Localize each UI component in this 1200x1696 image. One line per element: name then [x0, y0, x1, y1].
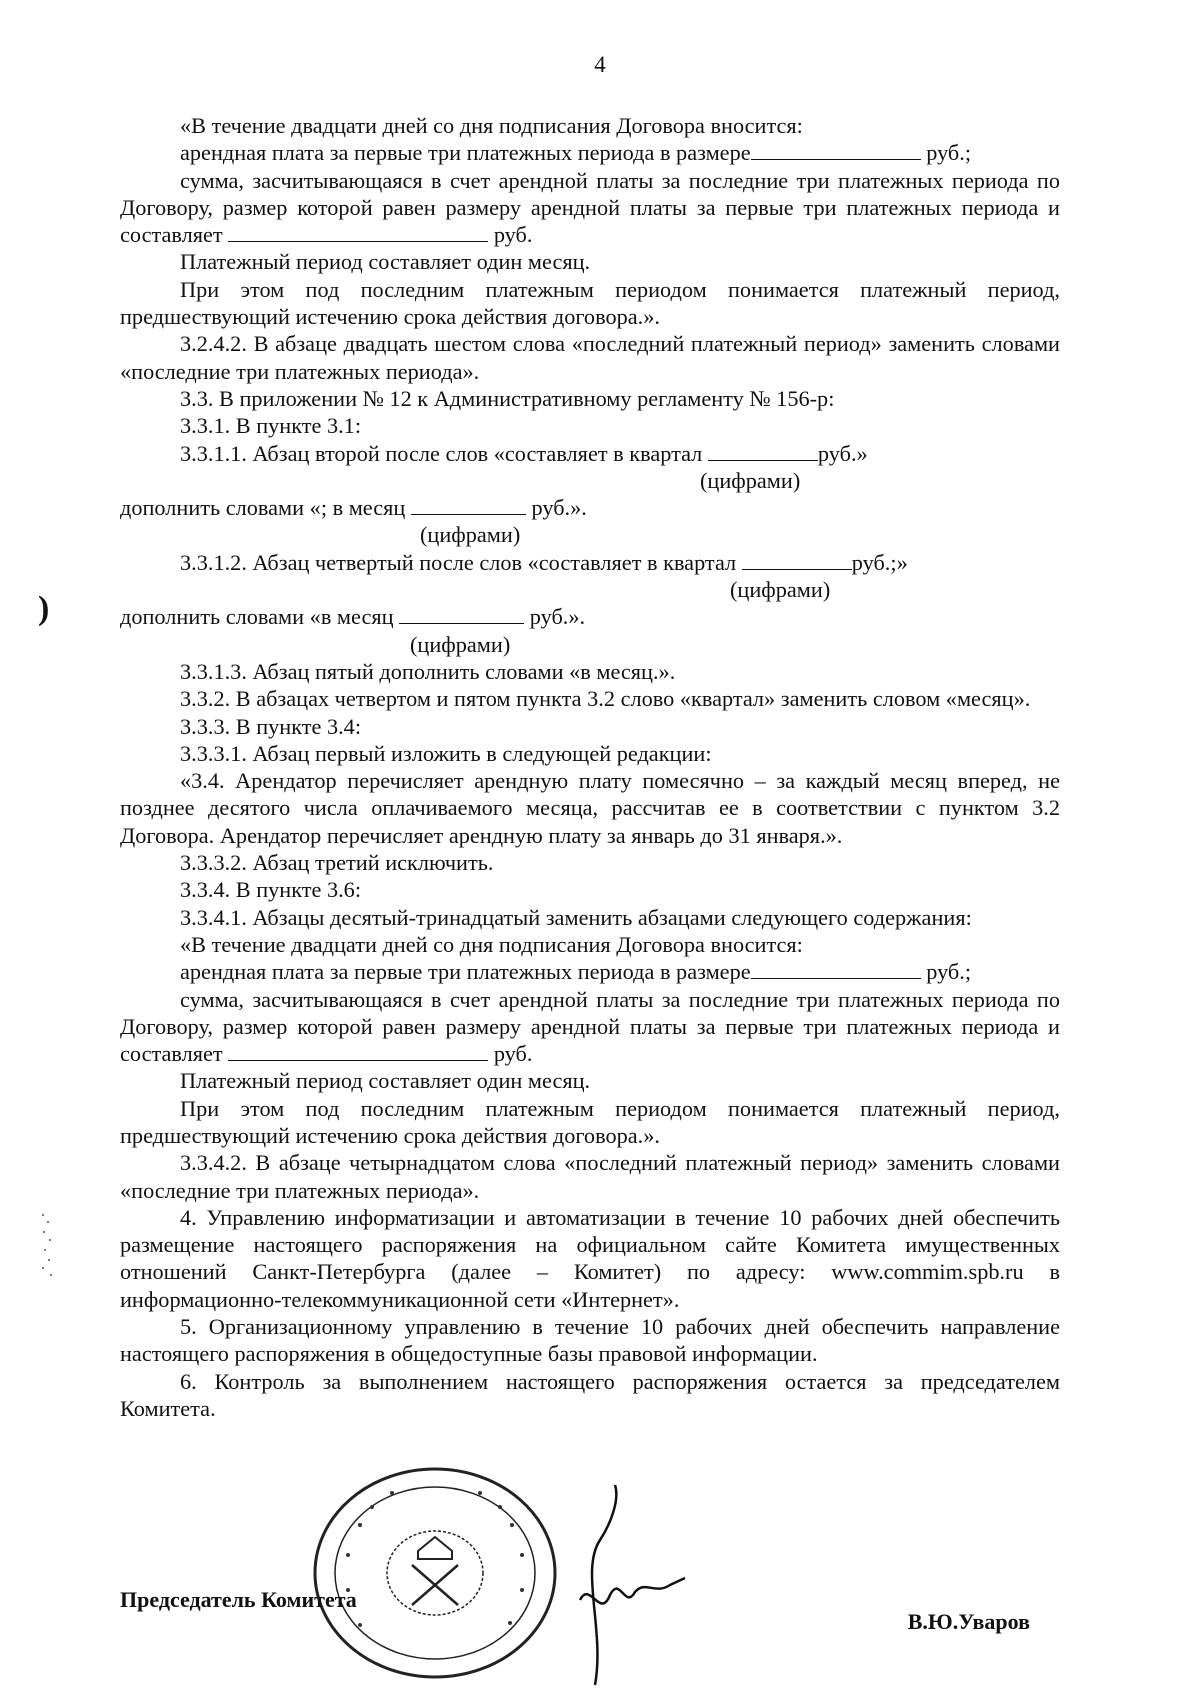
paragraph: Платежный период составляет один месяц. — [180, 249, 591, 275]
page-number: 4 — [594, 52, 606, 77]
paragraph: арендная плата за первые три платежных периода в размере руб.; — [180, 140, 972, 166]
paragraph: дополнить словами «; в месяц руб.». — [120, 495, 587, 521]
handwritten-signature — [575, 1480, 695, 1690]
paragraph: 3.3.1.1. Абзац второй после слов «составляет в квартал руб.» — [180, 440, 868, 466]
paragraph: 3.3.1.2. Абзац четвертый после слов «составляет в квартал руб.;» — [180, 549, 908, 575]
paragraph: 3.3. В приложении № 12 к Административному регламенту № 156-р: — [180, 385, 835, 411]
caption-ciframi: (цифрами) — [730, 577, 831, 603]
caption-ciframi: (цифрами) — [420, 522, 521, 548]
paragraph: При этом под последним платежным периодом понимается платежный период, предшествующий истечению срока действия договора.». — [120, 1095, 1060, 1148]
paragraph: 3.3.4.2. В абзаце четырнадцатом слова «последний платежный период» заменить словами «последние три платежных периода». — [120, 1150, 1060, 1203]
signatory-name: В.Ю.Уваров — [907, 1609, 1030, 1634]
paragraph: «В течение двадцати дней со дня подписания Договора вносится: — [180, 931, 803, 957]
paragraph: арендная плата за первые три платежных периода в размере руб.; — [180, 959, 972, 985]
paragraph: «3.4. Арендатор перечисляет арендную плату помесячно – за каждый месяц вперед, не позднее десятого числа оплачиваемого месяца, рассчитав ее в соответствии с пунктом 3.2 Договора. Арендатор перечисляет арендную плату за январь до 31 января.». — [120, 768, 1060, 848]
paragraph: 3.3.4. В пункте 3.6: — [180, 877, 362, 903]
paragraph: 3.2.4.2. В абзаце двадцать шестом слова «последний платежный период» заменить словами «последние три платежных периода». — [120, 331, 1060, 384]
paragraph: 3.3.3.1. Абзац первый изложить в следующей редакции: — [180, 740, 712, 766]
paragraph: 5. Организационному управлению в течение 10 рабочих дней обеспечить направление настоящего распоряжения в общедоступные базы правовой информации. — [120, 1314, 1060, 1367]
paragraph: 6. Контроль за выполнением настоящего распоряжения остается за председателем Комитета. — [120, 1368, 1060, 1421]
paragraph: При этом под последним платежным периодом понимается платежный период, предшествующий истечению срока действия договора.». — [120, 276, 1060, 330]
paragraph: сумма, засчитывающаяся в счет арендной платы за последние три платежных периода по Договору, размер которой равен размеру арендной платы за первые три платежных периода и составляет руб. — [120, 986, 1060, 1067]
scan-noise-dots — [40, 1210, 56, 1280]
paragraph: 3.3.4.1. Абзацы десятый-тринадцатый заменить абзацами следующего содержания: — [180, 904, 972, 930]
paragraph: дополнить словами «в месяц руб.». — [120, 604, 586, 630]
official-seal — [300, 1455, 570, 1685]
paragraph: 3.3.1. В пункте 3.1: — [180, 413, 362, 439]
scan-edge-mark: ) — [38, 590, 50, 627]
paragraph: 3.3.3.2. Абзац третий исключить. — [180, 850, 494, 876]
paragraph: 3.3.1.3. Абзац пятый дополнить словами «в месяц.». — [180, 658, 676, 684]
paragraph: 3.3.2. В абзацах четвертом и пятом пункта 3.2 слово «квартал» заменить словом «месяц». — [180, 686, 1031, 712]
paragraph: сумма, засчитывающаяся в счет арендной платы за последние три платежных периода по Договору, размер которой равен размеру арендной платы за первые три платежных периода и составляет руб. — [120, 167, 1060, 248]
paragraph: Платежный период составляет один месяц. — [180, 1068, 591, 1094]
paragraph: 4. Управлению информатизации и автоматизации в течение 10 рабочих дней обеспечить размещение настоящего распоряжения на официальном сайте Комитета имущественных отношений Санкт-Петербурга (далее – Комитет) по адресу: www.commim.spb.ru в информационно-телекоммуникационной сети «Интернет». — [120, 1204, 1060, 1312]
paragraph: 3.3.3. В пункте 3.4: — [180, 713, 362, 739]
paragraph: «В течение двадцати дней со дня подписания Договора вносится: — [180, 113, 803, 138]
caption-ciframi: (цифрами) — [700, 467, 801, 493]
caption-ciframi: (цифрами) — [410, 631, 511, 657]
signatory-title: Председатель Комитета — [120, 1587, 357, 1612]
document-body — [120, 112, 1060, 1422]
